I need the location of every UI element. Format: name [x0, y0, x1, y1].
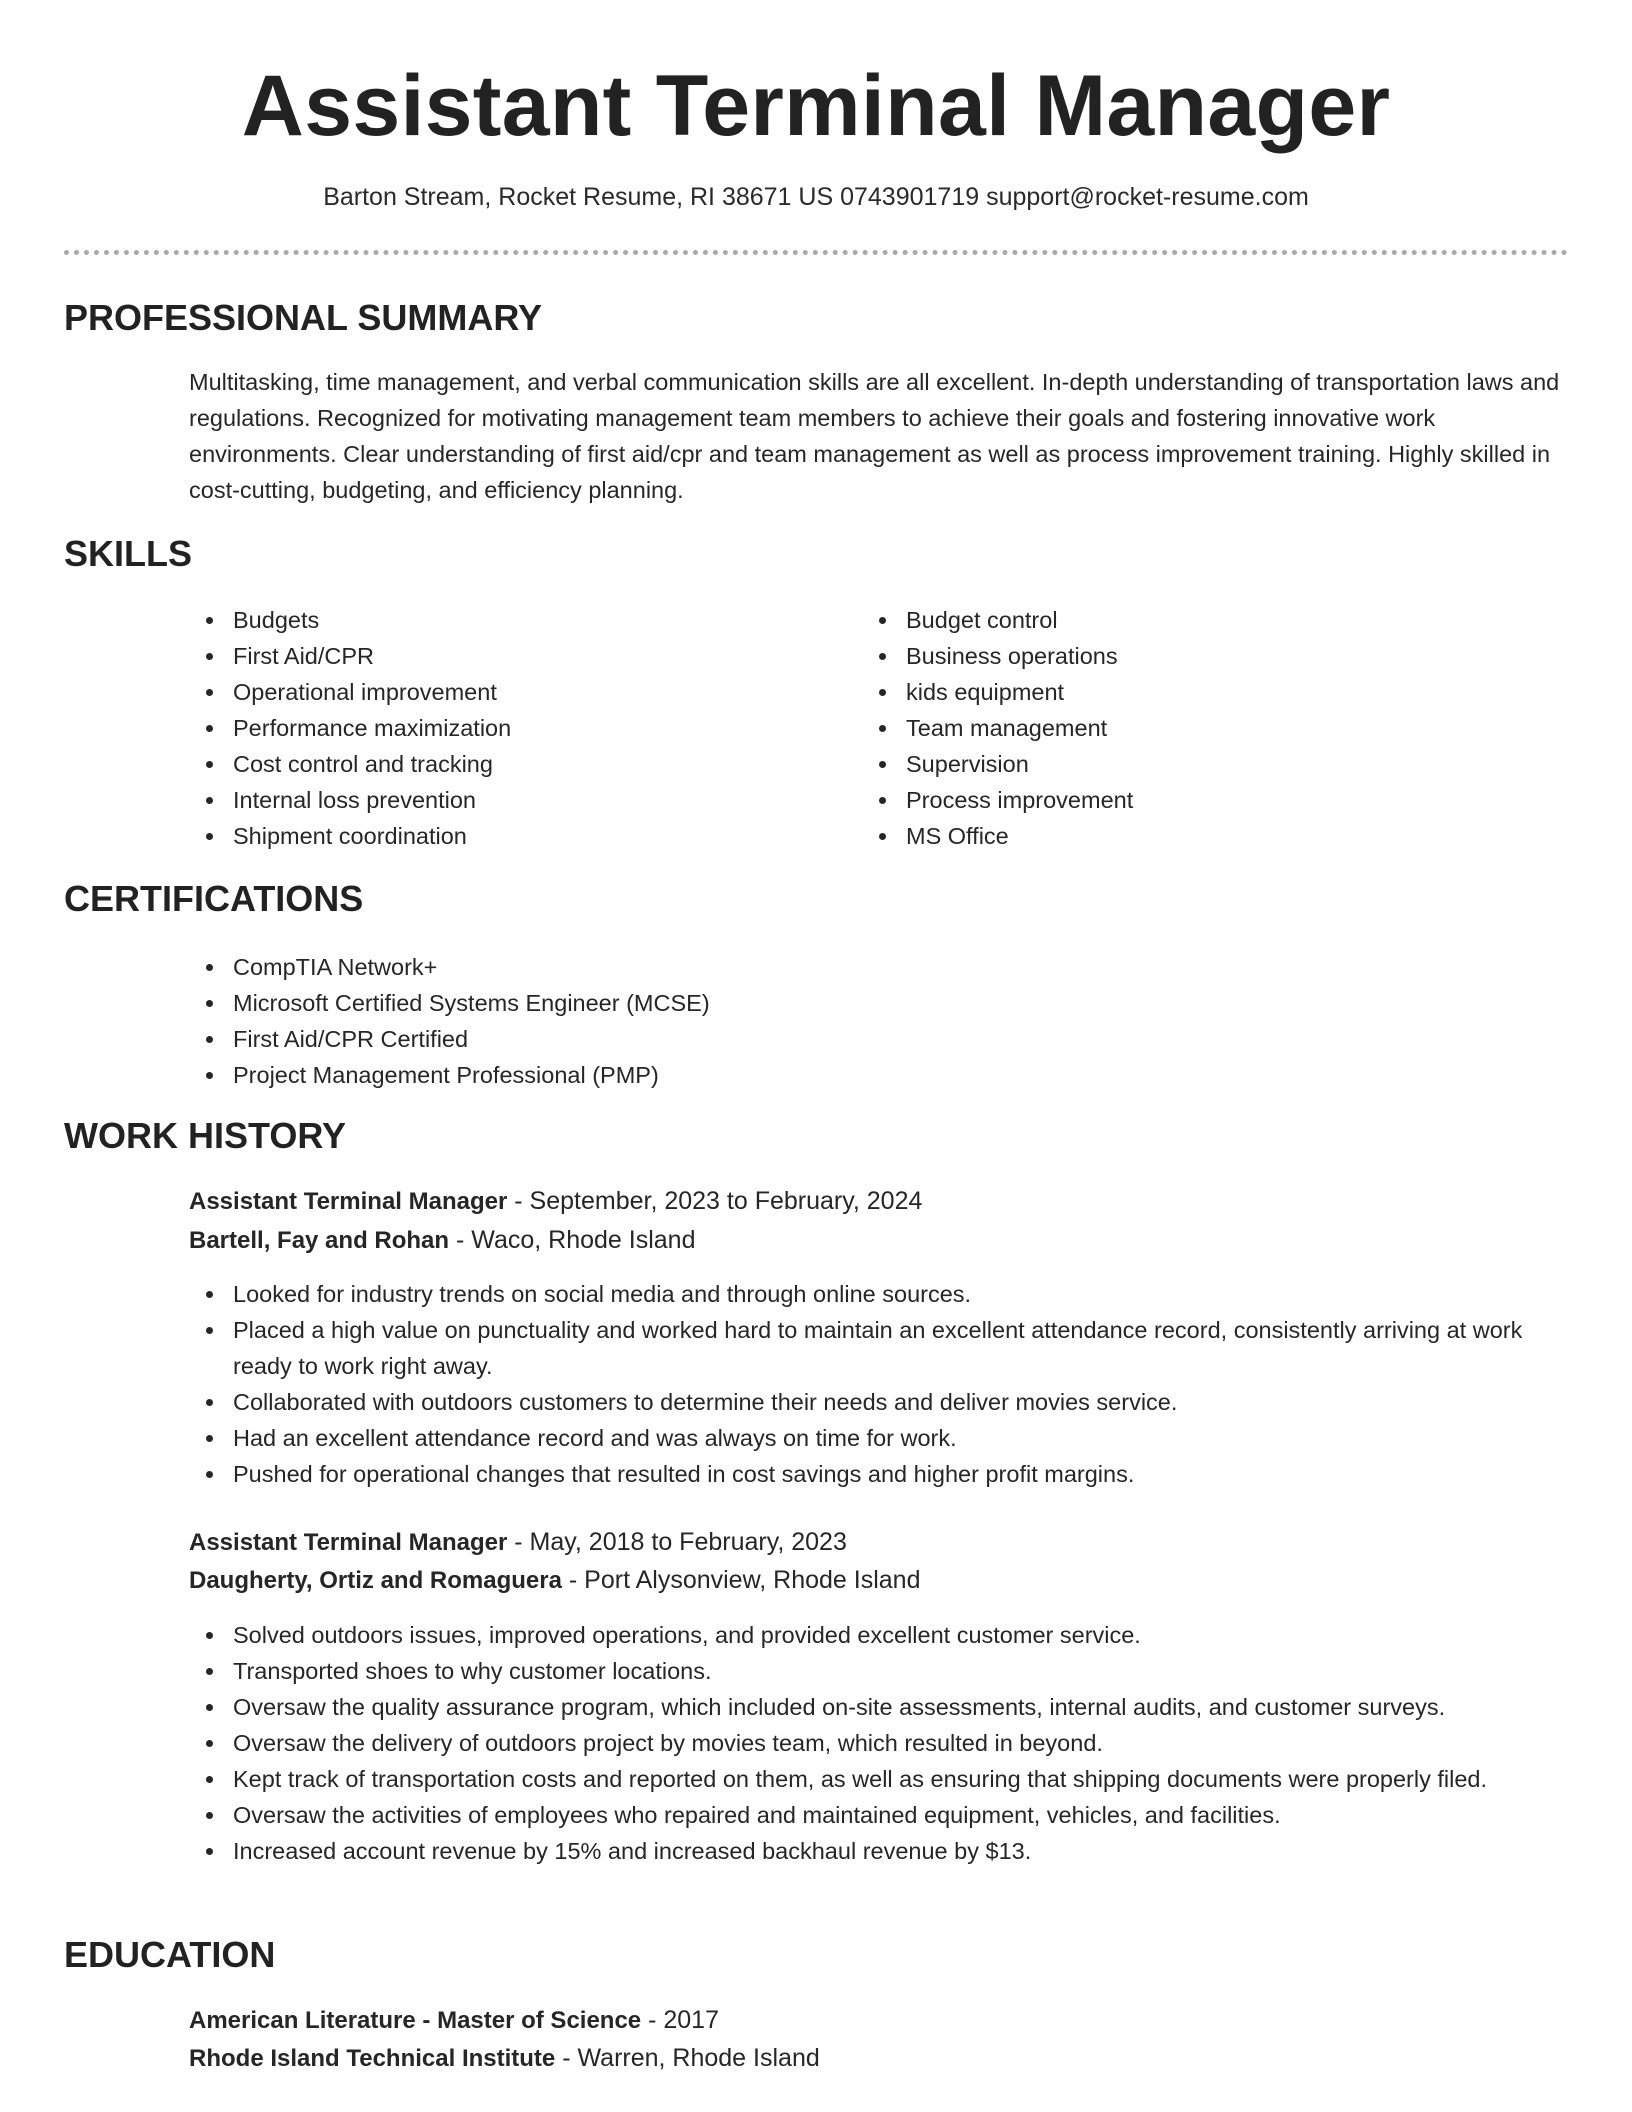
skill-item: MS Office — [862, 818, 1502, 854]
contact-phone: 0743901719 — [840, 183, 980, 211]
skill-item: Budget control — [862, 602, 1502, 638]
job-title-line — [189, 1524, 1568, 1561]
job-company-line — [189, 1222, 1568, 1259]
job-location: - Waco, Rhode Island — [449, 1226, 696, 1254]
skill-item: Business operations — [862, 638, 1502, 674]
job-duty: Oversaw the quality assurance program, which included on-site assessments, internal audits, and customer surveys. — [189, 1689, 1568, 1725]
certification-item: Project Management Professional (PMP) — [189, 1057, 710, 1093]
job-location: - Port Alysonview, Rhode Island — [561, 1566, 921, 1594]
job-dates: - September, 2023 to February, 2024 — [507, 1187, 923, 1215]
contact-email[interactable]: support@rocket-resume.com — [986, 183, 1309, 211]
job-duty: Oversaw the delivery of outdoors project by movies team, which resulted in beyond. — [189, 1725, 1568, 1761]
education-location: - Warren, Rhode Island — [555, 2044, 820, 2072]
skill-item: Supervision — [862, 746, 1502, 782]
certification-item: First Aid/CPR Certified — [189, 1021, 710, 1057]
job-duty: Solved outdoors issues, improved operations, and provided excellent customer service. — [189, 1617, 1568, 1653]
candidate-name: Assistant Terminal Manager — [241, 58, 1391, 154]
skill-item: Shipment coordination — [189, 818, 829, 854]
header-divider — [64, 250, 1568, 255]
skills-list-right — [862, 602, 1502, 854]
job-company: Bartell, Fay and Rohan — [189, 1227, 450, 1254]
skill-item: Process improvement — [862, 782, 1502, 818]
job-role: Assistant Terminal Manager — [189, 1188, 508, 1215]
job-duties-list — [189, 1617, 1568, 1869]
skill-item: Performance maximization — [189, 710, 829, 746]
job-duty: Kept track of transportation costs and reported on them, as well as ensuring that shipping documents were properly filed. — [189, 1761, 1568, 1797]
job-duty: Had an excellent attendance record and was always on time for work. — [189, 1420, 1568, 1456]
skill-item: Internal loss prevention — [189, 782, 829, 818]
education-degree-line — [189, 2002, 1568, 2039]
summary-text: Multitasking, time management, and verbal communication skills are all excellent. In-depth understanding of transportation laws and regulations. Recognized for motivating management team members to achieve their goals and fostering innovative work environments. Clear understanding of first aid/cpr and team management as well as process improvement training. Highly skilled in cost-cutting, budgeting, and efficiency planning. — [189, 369, 1560, 503]
job-duty: Placed a high value on punctuality and worked hard to maintain an excellent attendance record, consistently arriving at work ready to work right away. — [189, 1312, 1568, 1384]
work-history-heading: WORK HISTORY — [64, 1115, 347, 1156]
job-duty: Collaborated with outdoors customers to determine their needs and deliver movies service. — [189, 1384, 1568, 1420]
job-role: Assistant Terminal Manager — [189, 1529, 508, 1556]
job-duty: Transported shoes to why customer locations. — [189, 1653, 1568, 1689]
job-company-line — [189, 1562, 1568, 1599]
education-year: - 2017 — [641, 2006, 719, 2034]
skill-item: Budgets — [189, 602, 829, 638]
job-company: Daugherty, Ortiz and Romaguera — [189, 1567, 562, 1594]
skill-item: Operational improvement — [189, 674, 829, 710]
contact-address: Barton Stream, Rocket Resume, RI 38671 US — [323, 183, 834, 211]
skills-list-left — [189, 602, 829, 854]
certification-item: CompTIA Network+ — [189, 949, 710, 985]
certifications-heading: CERTIFICATIONS — [64, 878, 364, 919]
education-heading: EDUCATION — [64, 1934, 276, 1975]
job-title-line — [189, 1183, 1568, 1220]
job-dates: - May, 2018 to February, 2023 — [507, 1528, 847, 1556]
skills-heading: SKILLS — [64, 533, 193, 574]
education-degree: American Literature - Master of Science — [189, 2007, 642, 2034]
job-duty: Looked for industry trends on social media and through online sources. — [189, 1276, 1568, 1312]
job-duty: Increased account revenue by 15% and increased backhaul revenue by $13. — [189, 1833, 1568, 1869]
contact-line — [0, 179, 1632, 215]
skill-item: kids equipment — [862, 674, 1502, 710]
education-school: Rhode Island Technical Institute — [189, 2045, 556, 2072]
job-duty: Oversaw the activities of employees who repaired and maintained equipment, vehicles, and facilities. — [189, 1797, 1568, 1833]
summary-heading: PROFESSIONAL SUMMARY — [64, 297, 543, 338]
job-duties-list — [189, 1276, 1568, 1492]
skill-item: Team management — [862, 710, 1502, 746]
skill-item: Cost control and tracking — [189, 746, 829, 782]
education-school-line — [189, 2040, 1568, 2077]
certification-item: Microsoft Certified Systems Engineer (MCSE) — [189, 985, 710, 1021]
skill-item: First Aid/CPR — [189, 638, 829, 674]
job-duty: Pushed for operational changes that resulted in cost savings and higher profit margins. — [189, 1456, 1568, 1492]
certifications-list — [189, 949, 710, 1093]
